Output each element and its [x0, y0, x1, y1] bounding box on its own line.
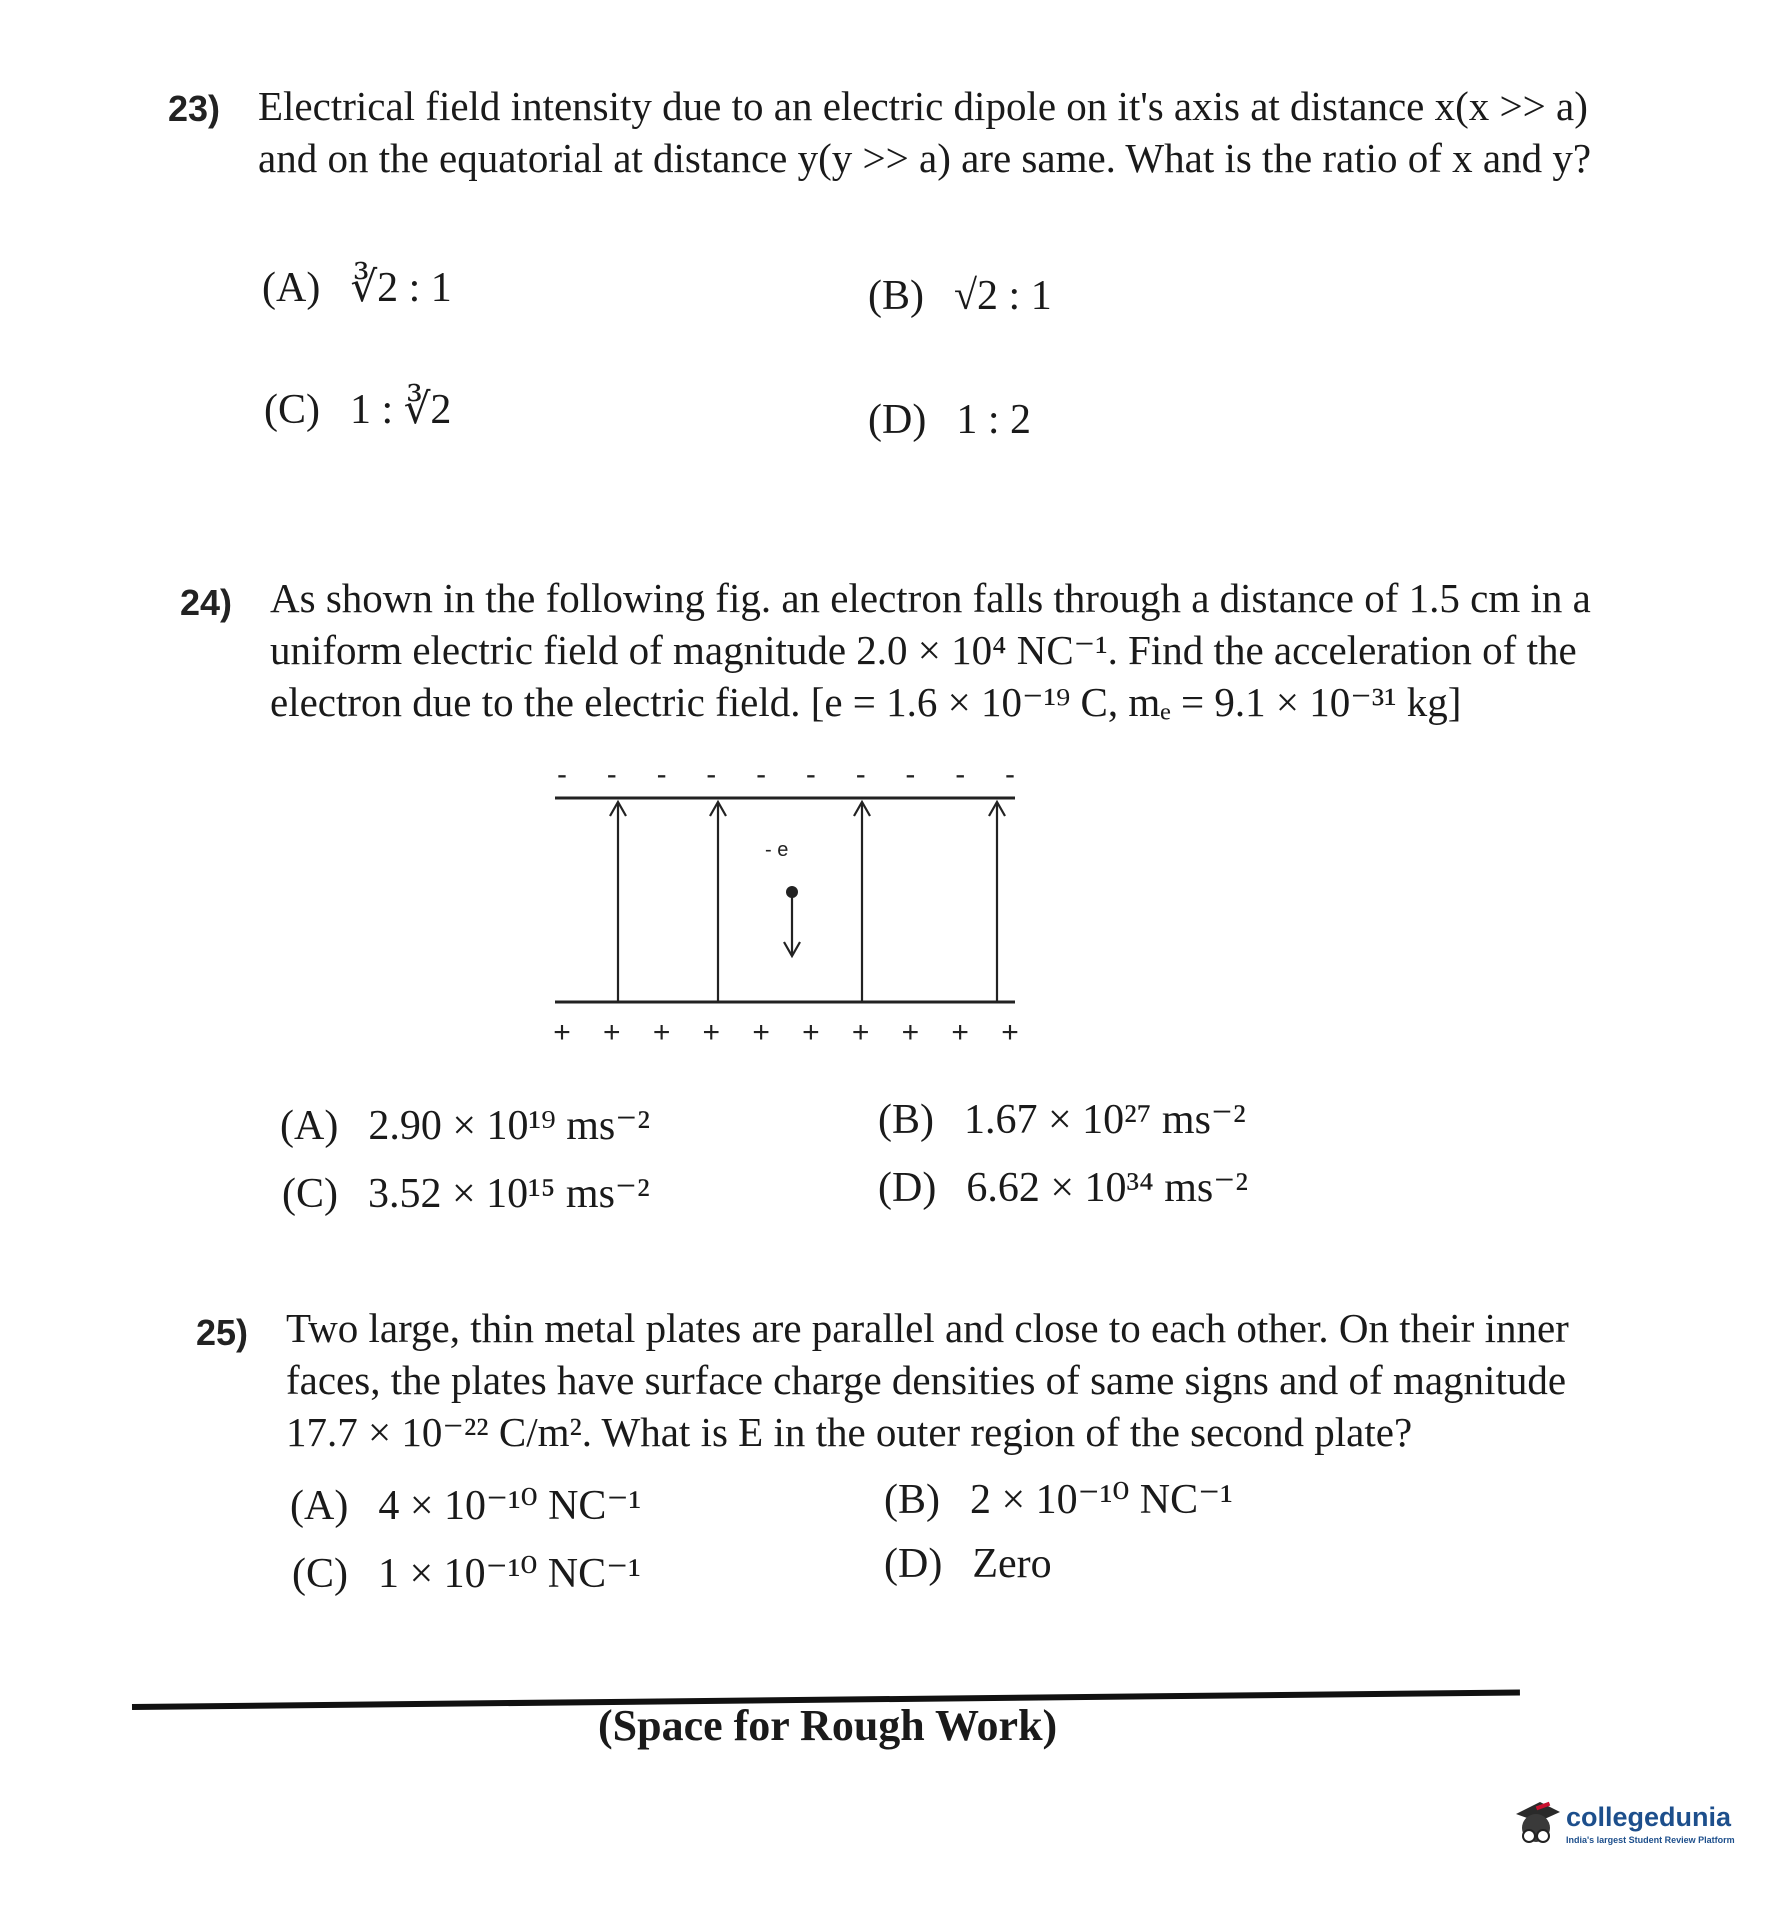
- option-text: ∛2 : 1: [350, 265, 452, 311]
- option-label: (A): [290, 1483, 349, 1529]
- rough-work-label: (Space for Rough Work): [598, 1701, 1058, 1750]
- positive-charge: +: [553, 1016, 571, 1049]
- option-text: 4 × 10⁻¹⁰ NC⁻¹: [378, 1483, 642, 1529]
- option-a[interactable]: [262, 262, 452, 312]
- option-d[interactable]: [878, 1162, 1248, 1212]
- option-d[interactable]: [868, 396, 1031, 444]
- option-text: 1 : ∛2: [350, 387, 452, 433]
- positive-charge: +: [752, 1016, 770, 1049]
- negative-charge: -: [557, 760, 567, 791]
- logo-tagline: India's largest Student Review Platform: [1566, 1835, 1735, 1845]
- option-a[interactable]: [290, 1480, 641, 1530]
- negative-charge: -: [606, 760, 617, 791]
- negative-charge: -: [756, 760, 767, 791]
- option-label: (B): [878, 1097, 934, 1143]
- positive-charge: +: [652, 1016, 671, 1049]
- positive-charge: +: [802, 1016, 820, 1049]
- top-plate-charges: [557, 760, 1015, 791]
- positive-charge: +: [603, 1016, 621, 1049]
- field-lines: [610, 802, 1005, 1002]
- question-number: 23): [168, 88, 221, 129]
- option-b[interactable]: [878, 1094, 1246, 1144]
- negative-charge: -: [706, 760, 717, 791]
- negative-charge: -: [1005, 760, 1015, 791]
- option-text: 1 : 2: [956, 397, 1031, 443]
- option-text: 2.90 × 10¹⁹ ms⁻²: [368, 1103, 651, 1149]
- option-text: 1 × 10⁻¹⁰ NC⁻¹: [378, 1551, 641, 1597]
- option-text: 2 × 10⁻¹⁰ NC⁻¹: [970, 1477, 1233, 1523]
- mascot-icon: [1510, 1796, 1562, 1854]
- positive-charge: +: [702, 1016, 721, 1049]
- option-c[interactable]: [292, 1548, 641, 1598]
- option-label: (C): [292, 1551, 348, 1597]
- question-line: uniform electric field of magnitude 2.0 × 10⁴ NC⁻¹. Find the acceleration of the: [270, 627, 1577, 673]
- positive-charge: +: [951, 1016, 969, 1049]
- question-line: As shown in the following fig. an electron falls through a distance of 1.5 cm in a: [270, 575, 1591, 621]
- question-line: electron due to the electric field. [e = 1.6 × 10⁻¹⁹ C, mₑ = 9.1 × 10⁻³¹ kg]: [270, 679, 1462, 725]
- option-b[interactable]: [884, 1474, 1233, 1524]
- question-text: [286, 1302, 1569, 1458]
- option-text: Zero: [972, 1541, 1052, 1587]
- question-line: and on the equatorial at distance y(y >> a) are same. What is the ratio of x and y?: [258, 135, 1592, 181]
- positive-charge: +: [851, 1016, 870, 1049]
- option-label: (D): [878, 1165, 937, 1211]
- question-line: 17.7 × 10⁻²² C/m². What is E in the outer region of the second plate?: [286, 1409, 1413, 1455]
- question-line: Electrical field intensity due to an electric dipole on it's axis at distance x(x >> a): [258, 83, 1588, 129]
- option-text: √2 : 1: [954, 273, 1052, 319]
- question-text: [270, 572, 1591, 728]
- option-b[interactable]: [868, 272, 1052, 320]
- question-text: [258, 80, 1591, 184]
- option-label: (A): [280, 1103, 339, 1149]
- question-number: 24): [180, 582, 233, 623]
- option-label: (B): [868, 273, 924, 319]
- question-line: faces, the plates have surface charge densities of same signs and of magnitude: [286, 1357, 1567, 1403]
- negative-charge: -: [656, 760, 667, 791]
- option-a[interactable]: [280, 1100, 650, 1150]
- negative-charge: -: [905, 760, 916, 791]
- option-d[interactable]: [884, 1540, 1052, 1588]
- bottom-plate-charges: [553, 1016, 1019, 1049]
- question-number: 25): [196, 1312, 249, 1353]
- option-label: (B): [884, 1477, 940, 1523]
- option-label: (D): [884, 1541, 943, 1587]
- logo-name: collegedunia: [1566, 1802, 1732, 1832]
- option-c[interactable]: [282, 1168, 650, 1218]
- option-c[interactable]: [264, 384, 451, 434]
- negative-charge: -: [855, 760, 866, 791]
- electric-field-figure: [540, 760, 1040, 1060]
- option-label: (C): [264, 387, 320, 433]
- negative-charge: -: [805, 760, 816, 791]
- option-label: (A): [262, 265, 321, 311]
- option-label: (D): [868, 397, 927, 443]
- option-text: 6.62 × 10³⁴ ms⁻²: [966, 1165, 1249, 1211]
- option-label: (C): [282, 1171, 338, 1217]
- negative-charge: -: [955, 760, 966, 791]
- electron-label: - e: [765, 839, 789, 861]
- option-text: 1.67 × 10²⁷ ms⁻²: [964, 1097, 1246, 1143]
- question-line: Two large, thin metal plates are parallel and close to each other. On their inner: [286, 1305, 1569, 1351]
- positive-charge: +: [1001, 1016, 1019, 1049]
- option-text: 3.52 × 10¹⁵ ms⁻²: [368, 1171, 650, 1217]
- positive-charge: +: [901, 1016, 920, 1049]
